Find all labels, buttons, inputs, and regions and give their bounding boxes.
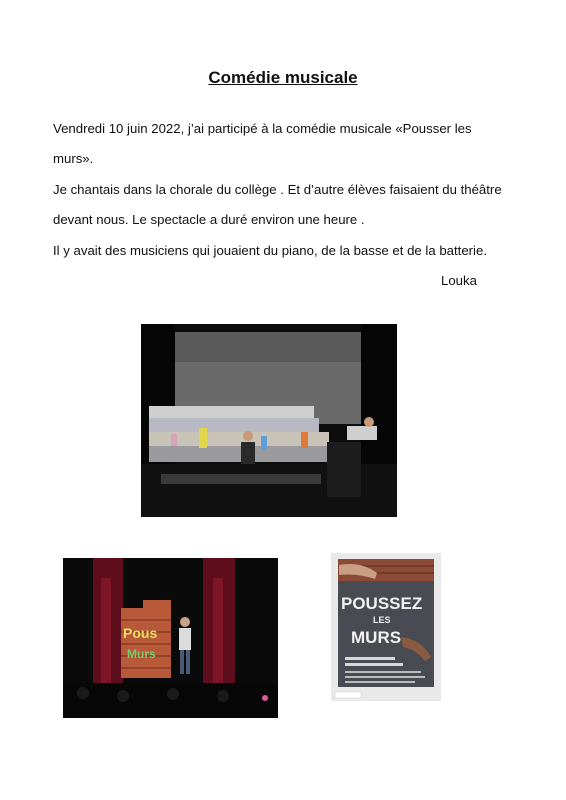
paragraph-3: Il y avait des musiciens qui jouaient du piano, de la basse et de la batterie. (53, 243, 487, 258)
paragraph-1-line-1: Vendredi 10 juin 2022, j’ai participé à la comédie musicale «Pousser les (53, 121, 472, 136)
page-title: Comédie musicale (208, 68, 358, 87)
wall-graffiti-1: Pous (123, 625, 158, 641)
wall-graffiti-2: Murs (127, 647, 156, 661)
signature: Louka (441, 273, 477, 288)
poster-title-3: MURS (351, 628, 402, 647)
poster-photo (331, 553, 441, 701)
poster-title-1: POUSSEZ (341, 594, 423, 613)
paragraph-2-line-2: devant nous. Le spectacle a duré environ une heure . (53, 212, 365, 227)
choir-photo (141, 324, 397, 517)
poster-title-2: LES (373, 615, 391, 625)
stage-photo (63, 558, 278, 718)
brick-wall-set (121, 600, 171, 678)
paragraph-1-line-2: murs». (53, 151, 94, 166)
paragraph-2-line-1: Je chantais dans la chorale du collège . Et d’autre élèves faisaient du théâtre (53, 182, 502, 197)
